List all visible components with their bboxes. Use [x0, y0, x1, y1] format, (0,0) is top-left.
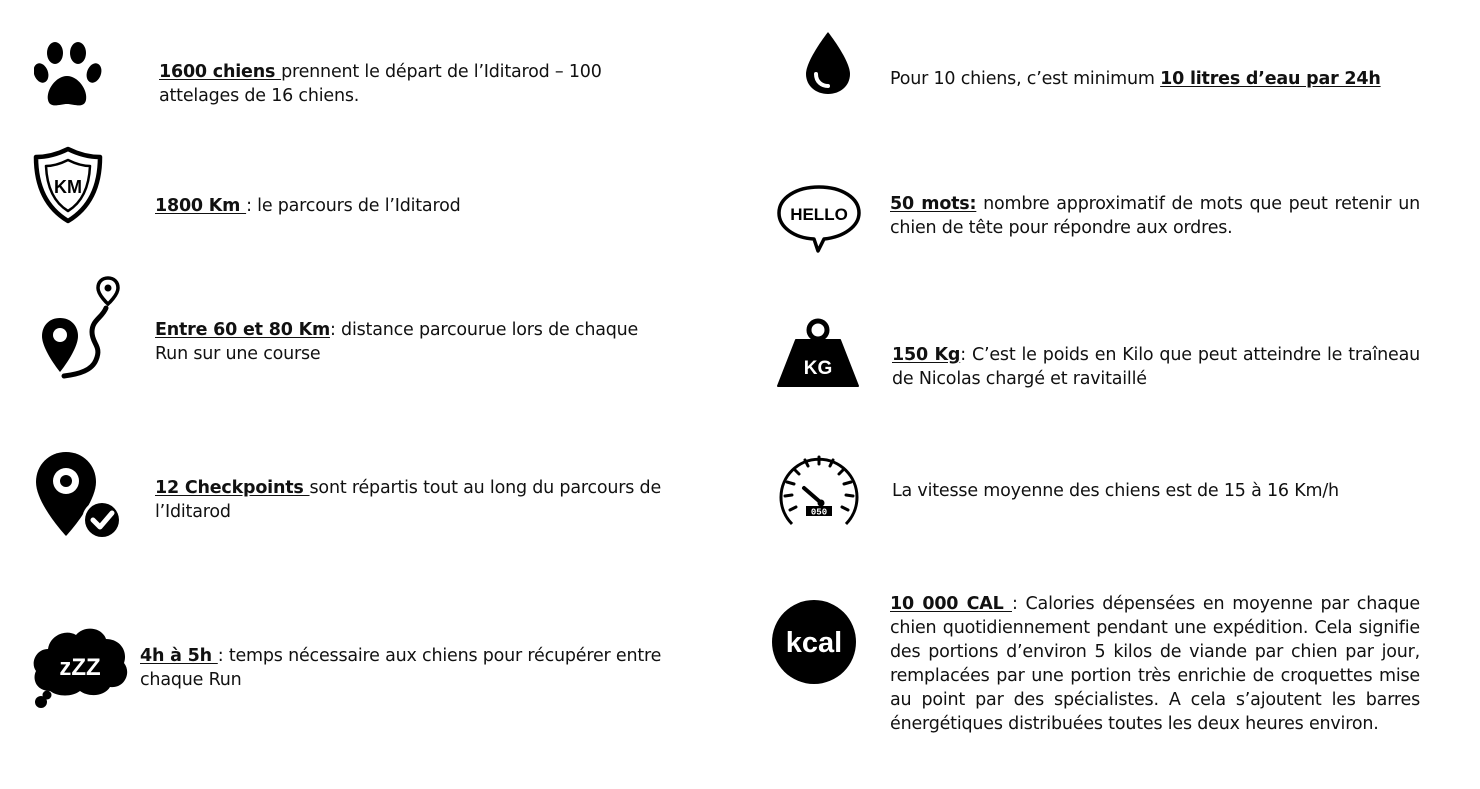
fact-highlight: 4h à 5h: [140, 646, 218, 666]
fact-body: : C’est le poids en Kilo que peut atteindre le traîneau de Nicolas chargé et ravitaillé: [892, 345, 1420, 389]
kcal-icon: [770, 598, 858, 686]
fact-distance-total: [155, 194, 615, 218]
fact-sled-weight: [892, 343, 1420, 391]
hello-label: HELLO: [790, 205, 848, 224]
km-label: KM: [54, 177, 82, 197]
fact-body: : temps nécessaire aux chiens pour récupérer entre chaque Run: [140, 646, 662, 690]
fact-body: : Calories dépensées en moyenne par chaque chien quotidiennement pendant une expédition. Cela signifie des portions d’environ 5 kilos de viande par chien par jour, remplacées par une portion très enrichie de croquettes mise au point par des spécialistes. A cela s’ajoutent les barres énergétiques distribuées toutes les deux heures environ.: [890, 594, 1420, 734]
km-shield-icon: [32, 145, 104, 225]
fact-highlight: 10 litres d’eau par 24h: [1160, 69, 1381, 89]
fact-checkpoints: [155, 476, 675, 524]
kcal-label: kcal: [785, 627, 843, 659]
fact-highlight: 1600 chiens: [159, 62, 282, 82]
fact-body: prennent le départ de l’Iditarod – 100 attelages de 16 chiens.: [159, 62, 602, 106]
zzz-label: zZZ: [59, 654, 101, 681]
fact-body: sont répartis tout au long du parcours de l’Iditarod: [155, 478, 662, 522]
paw-icon: [34, 40, 102, 110]
speedometer-icon: [776, 448, 862, 532]
fact-body: La vitesse moyenne des chiens est de 15 à 16 Km/h: [892, 481, 1339, 501]
fact-highlight: 50 mots:: [890, 194, 977, 214]
fact-dogs-count: [159, 60, 619, 108]
fact-run-distance: [155, 318, 675, 366]
fact-highlight: 12 Checkpoints: [155, 478, 310, 498]
fact-water: [890, 67, 1430, 91]
kg-label: KG: [803, 358, 833, 379]
route-pin-icon: [40, 276, 120, 380]
fact-highlight: 150 Kg: [892, 345, 961, 365]
water-drop-icon: [804, 30, 852, 96]
fact-highlight: 1800 Km: [155, 196, 247, 216]
kg-weight-icon: [776, 318, 860, 388]
speed-label: 050: [810, 507, 828, 518]
hello-bubble-icon: [776, 183, 862, 255]
fact-recovery-time: [140, 644, 680, 692]
location-check-icon: [34, 450, 124, 542]
fact-body: : le parcours de l’Iditarod: [246, 196, 461, 216]
fact-prefix: Pour 10 chiens, c’est minimum: [890, 69, 1161, 89]
fact-highlight: 10 000 CAL: [890, 594, 1012, 614]
fact-body: nombre approximatif de mots que peut retenir un chien de tête pour répondre aux ordres.: [890, 194, 1420, 238]
fact-highlight: Entre 60 et 80 Km: [155, 320, 330, 340]
fact-calories: [890, 592, 1420, 736]
fact-words: [890, 192, 1420, 240]
fact-speed: [892, 479, 1422, 503]
fact-body: : distance parcourue lors de chaque Run sur une course: [155, 320, 639, 364]
sleep-cloud-icon: [30, 623, 130, 709]
